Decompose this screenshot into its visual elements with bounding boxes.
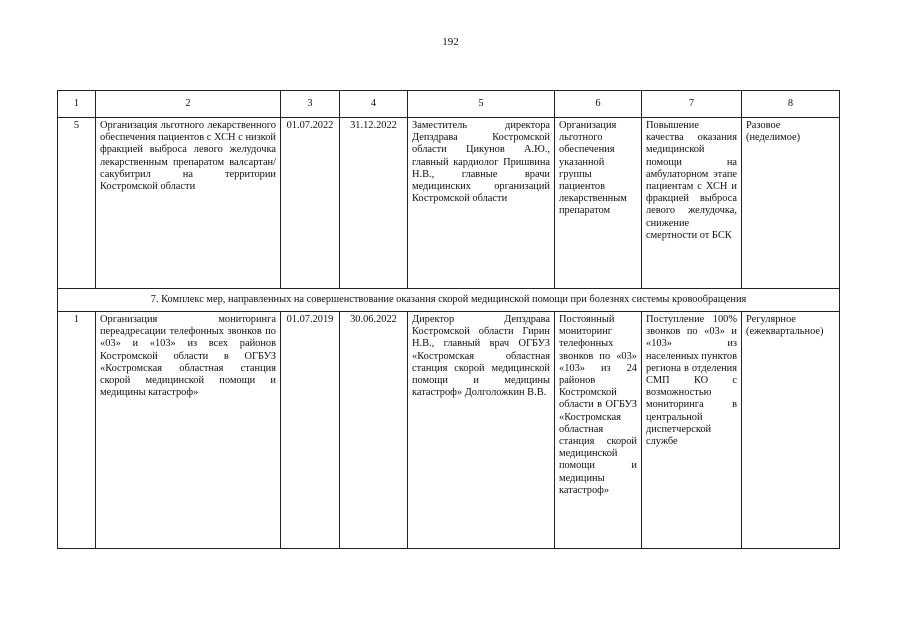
start-date: 01.07.2022 <box>281 118 340 289</box>
end-date: 31.12.2022 <box>340 118 408 289</box>
column-header: 6 <box>555 91 642 118</box>
section-row <box>58 289 840 312</box>
column-header: 2 <box>96 91 281 118</box>
measure-name: Организация льготного лекарственного обеспечения пациентов с ХСН с низкой фракцией выброса левого желудочка лекарственным препаратом валсартан/сакубитрил на территории Костромской области <box>96 118 281 289</box>
column-number-row <box>58 91 840 118</box>
row-number: 1 <box>58 312 96 549</box>
page-number: 192 <box>442 36 459 48</box>
column-header: 3 <box>281 91 340 118</box>
responsible: Заместитель директора Депздрава Костромской области Цикунов А.Ю., главный кардиолог Пришвина Н.В., главные врачи медицинских организаций Костромской области <box>408 118 555 289</box>
column-header: 7 <box>642 91 742 118</box>
column-header: 5 <box>408 91 555 118</box>
section-title: 7. Комплекс мер, направленных на совершенствование оказания скорой медицинской помощи при болезнях системы кровообращения <box>58 289 840 312</box>
column-header: 8 <box>742 91 840 118</box>
measure-name: Организация мониторинга переадресации телефонных звонков по «03» и «103» из всех районов Костромской области в ОГБУЗ «Костромская областная станция скорой медицинской помощи и медицины катастроф» <box>96 312 281 549</box>
expected-result: Организация льготного обеспечения указанной группы пациентов лекарственным препаратом <box>555 118 642 289</box>
row-number: 5 <box>58 118 96 289</box>
responsible: Директор Депздрава Костромской области Гирин Н.В., главный врач ОГБУЗ «Костромская областная станция скорой медицинской помощи и медицины катастроф» Долголожкин В.В. <box>408 312 555 549</box>
indicator: Поступление 100% звонков по «03» и «103» из населенных пунктов региона в отделения СМП КО с возможностью мониторинга в центральной диспетчерской службе <box>642 312 742 549</box>
column-header: 1 <box>58 91 96 118</box>
measures-table <box>57 90 840 549</box>
column-header: 4 <box>340 91 408 118</box>
indicator: Повышение качества оказания медицинской помощи на амбулаторном этапе пациентам с ХСН и фракцией выброса левого желудочка, снижение смертности от БСК <box>642 118 742 289</box>
end-date: 30.06.2022 <box>340 312 408 549</box>
expected-result: Постоянный мониторинг телефонных звонков по «03» «103» из 24 районов Костромской области в ОГБУЗ «Костромская областная станция скорой медицинской помощи и медицины катастроф» <box>555 312 642 549</box>
frequency: Разовое (неделимое) <box>742 118 840 289</box>
frequency: Регулярное (ежеквартальное) <box>742 312 840 549</box>
table-row <box>58 118 840 289</box>
table-row <box>58 312 840 549</box>
start-date: 01.07.2019 <box>281 312 340 549</box>
